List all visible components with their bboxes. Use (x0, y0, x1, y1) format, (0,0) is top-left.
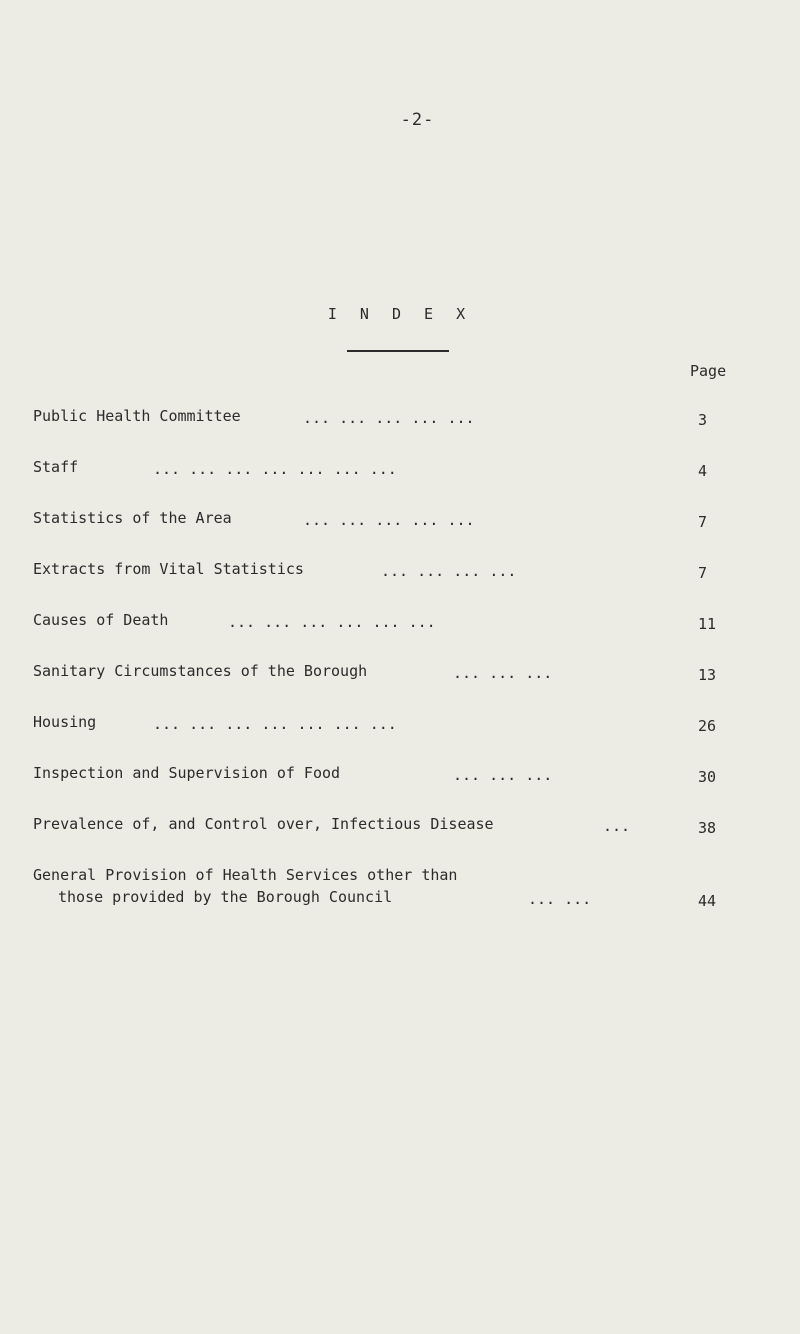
index-entry (0, 713, 800, 735)
entry-page-number: 4 (698, 462, 708, 480)
entry-page-number: 13 (698, 666, 717, 684)
dot-leader: ... ... ... ... ... (303, 511, 475, 529)
index-entry (0, 815, 800, 837)
entry-title-line-1: General Provision of Health Services other than (33, 866, 458, 884)
entry-page-number: 44 (698, 892, 717, 910)
index-entry (0, 458, 800, 480)
entry-title: Causes of Death (33, 611, 169, 629)
entry-title: Extracts from Vital Statistics (33, 560, 304, 578)
entry-title: Public Health Committee (33, 407, 241, 425)
page-column-header: Page (690, 362, 727, 380)
index-entry (0, 866, 800, 910)
dot-leader: ... ... ... ... ... ... (228, 613, 436, 631)
index-entry (0, 662, 800, 684)
index-entry (0, 560, 800, 582)
index-entry (0, 509, 800, 531)
entry-title: Statistics of the Area (33, 509, 232, 527)
entry-title: Staff (33, 458, 79, 476)
page-number: -2- (400, 110, 435, 130)
dot-leader: ... ... ... ... ... ... ... (153, 460, 397, 478)
index-entry (0, 407, 800, 429)
entry-page-number: 26 (698, 717, 717, 735)
entry-page-number: 30 (698, 768, 717, 786)
dot-leader: ... ... ... ... ... (303, 409, 475, 427)
entry-page-number: 7 (698, 564, 708, 582)
entry-title: Sanitary Circumstances of the Borough (33, 662, 368, 680)
title-underline (347, 350, 449, 352)
dot-leader: ... (603, 817, 631, 835)
entry-page-number: 38 (698, 819, 717, 837)
entry-title: Housing (33, 713, 97, 731)
entry-title-line-2: those provided by the Borough Council (58, 888, 393, 906)
entry-title: Inspection and Supervision of Food (33, 764, 341, 782)
entry-title: Prevalence of, and Control over, Infectious Disease (33, 815, 494, 833)
index-entry (0, 611, 800, 633)
dot-leader: ... ... ... (453, 664, 553, 682)
dot-leader: ... ... (528, 890, 592, 908)
index-entry (0, 764, 800, 786)
entry-page-number: 11 (698, 615, 717, 633)
dot-leader: ... ... ... ... ... ... ... (153, 715, 397, 733)
entry-page-number: 7 (698, 513, 708, 531)
dot-leader: ... ... ... (453, 766, 553, 784)
index-title: I N D E X (327, 305, 473, 323)
entry-page-number: 3 (698, 411, 708, 429)
dot-leader: ... ... ... ... (381, 562, 517, 580)
